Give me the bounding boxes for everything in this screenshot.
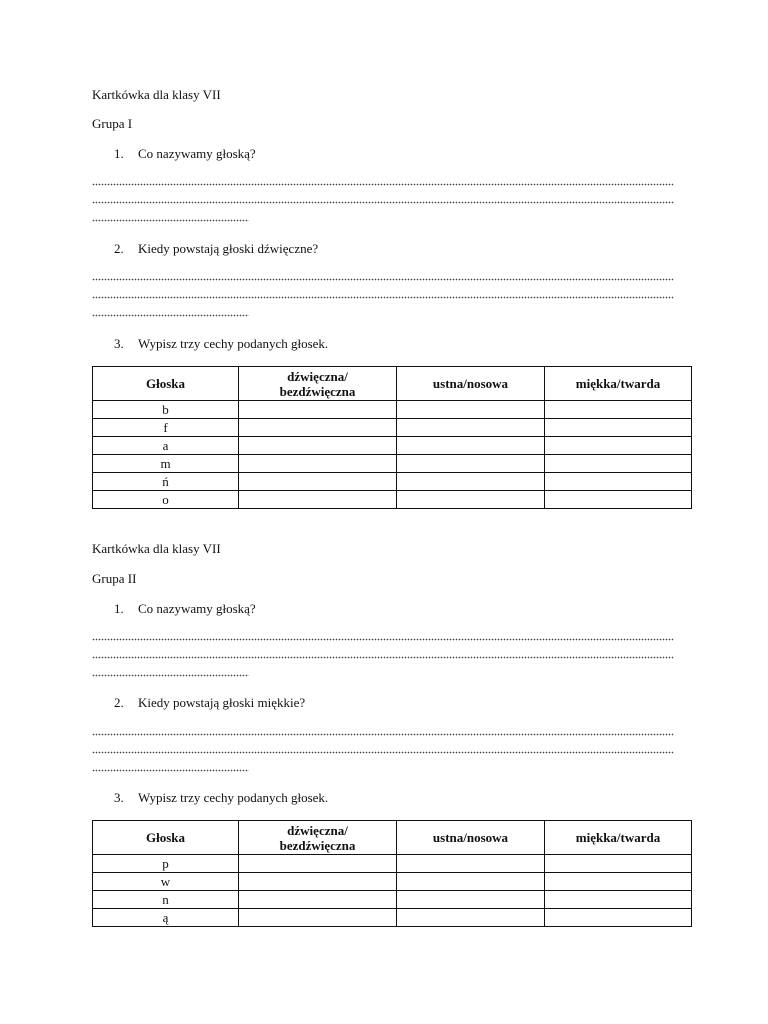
question-number: 2. [114,241,124,256]
header-oral-nasal: ustna/nosowa [397,367,545,401]
group-label: Grupa I [92,116,133,131]
phoneme-cell: b [93,401,239,419]
header-voicing-line2: bezdźwięczna [279,383,356,399]
question-3 [114,790,328,806]
answer-line [92,674,249,677]
answer-line [92,769,249,772]
header-gloska: Głoska [93,821,239,855]
question-text: Wypisz trzy cechy podanych głosek. [138,790,329,805]
answer-line [92,733,674,736]
answer-cell[interactable] [239,455,397,473]
question-1 [114,601,256,617]
phoneme-table [92,820,692,927]
question-1 [114,146,256,162]
header-voicing [239,821,397,855]
answer-cell[interactable] [397,455,545,473]
phoneme-cell: f [93,419,239,437]
question-3 [114,336,328,352]
answer-cell[interactable] [239,437,397,455]
header-gloska: Głoska [93,367,239,401]
answer-cell[interactable] [397,909,545,927]
answer-line [92,278,674,281]
table-row [93,419,692,437]
table-row [93,401,692,419]
answer-cell[interactable] [239,891,397,909]
header-oral-nasal: ustna/nosowa [397,821,545,855]
answer-cell[interactable] [397,855,545,873]
answer-cell[interactable] [397,401,545,419]
answer-cell[interactable] [545,491,692,509]
table-header-row [93,821,692,855]
phoneme-table [92,366,692,509]
phoneme-cell: ą [93,909,239,927]
answer-line [92,751,674,754]
question-2 [114,695,305,711]
answer-cell[interactable] [397,891,545,909]
answer-line [92,638,674,641]
question-number: 1. [114,601,124,616]
header-voicing-line1: dźwięczna/ [287,368,348,384]
answer-cell[interactable] [545,401,692,419]
answer-cell[interactable] [397,873,545,891]
phoneme-cell: p [93,855,239,873]
quiz-title: Kartkówka dla klasy VII [92,87,221,102]
question-number: 2. [114,695,124,710]
header-soft-hard: miękka/twarda [545,821,692,855]
answer-cell[interactable] [239,473,397,491]
question-text: Kiedy powstają głoski dźwięczne? [138,241,319,256]
answer-cell[interactable] [239,401,397,419]
answer-cell[interactable] [397,491,545,509]
question-text: Co nazywamy głoską? [138,601,256,616]
answer-cell[interactable] [545,909,692,927]
answer-line [92,201,674,204]
answer-cell[interactable] [239,491,397,509]
quiz-title: Kartkówka dla klasy VII [92,541,221,556]
table-row [93,473,692,491]
question-2 [114,241,318,257]
phoneme-cell: a [93,437,239,455]
header-voicing [239,367,397,401]
answer-cell[interactable] [545,419,692,437]
answer-cell[interactable] [545,473,692,491]
question-text: Co nazywamy głoską? [138,146,256,161]
question-number: 3. [114,790,124,805]
answer-cell[interactable] [239,419,397,437]
table-row [93,455,692,473]
phoneme-cell: o [93,491,239,509]
table-row [93,891,692,909]
phoneme-cell: n [93,891,239,909]
question-text: Wypisz trzy cechy podanych głosek. [138,336,329,351]
table-row [93,909,692,927]
answer-line [92,314,249,317]
table-header-row [93,367,692,401]
question-text: Kiedy powstają głoski miękkie? [138,695,306,710]
table-row [93,437,692,455]
group-label: Grupa II [92,571,137,586]
phoneme-cell: ń [93,473,239,491]
table-row [93,873,692,891]
header-voicing-line1: dźwięczna/ [287,822,348,838]
question-number: 3. [114,336,124,351]
answer-cell[interactable] [239,909,397,927]
table-row [93,855,692,873]
table-row [93,491,692,509]
answer-cell[interactable] [545,437,692,455]
answer-cell[interactable] [239,855,397,873]
header-voicing-line2: bezdźwięczna [279,837,356,853]
answer-cell[interactable] [545,873,692,891]
answer-cell[interactable] [239,873,397,891]
answer-cell[interactable] [397,473,545,491]
answer-cell[interactable] [545,855,692,873]
question-number: 1. [114,146,124,161]
answer-cell[interactable] [545,891,692,909]
answer-cell[interactable] [545,455,692,473]
answer-line [92,656,674,659]
answer-line [92,296,674,299]
header-soft-hard: miękka/twarda [545,367,692,401]
phoneme-cell: w [93,873,239,891]
phoneme-cell: m [93,455,239,473]
answer-line [92,219,249,222]
answer-line [92,183,674,186]
answer-cell[interactable] [397,419,545,437]
answer-cell[interactable] [397,437,545,455]
